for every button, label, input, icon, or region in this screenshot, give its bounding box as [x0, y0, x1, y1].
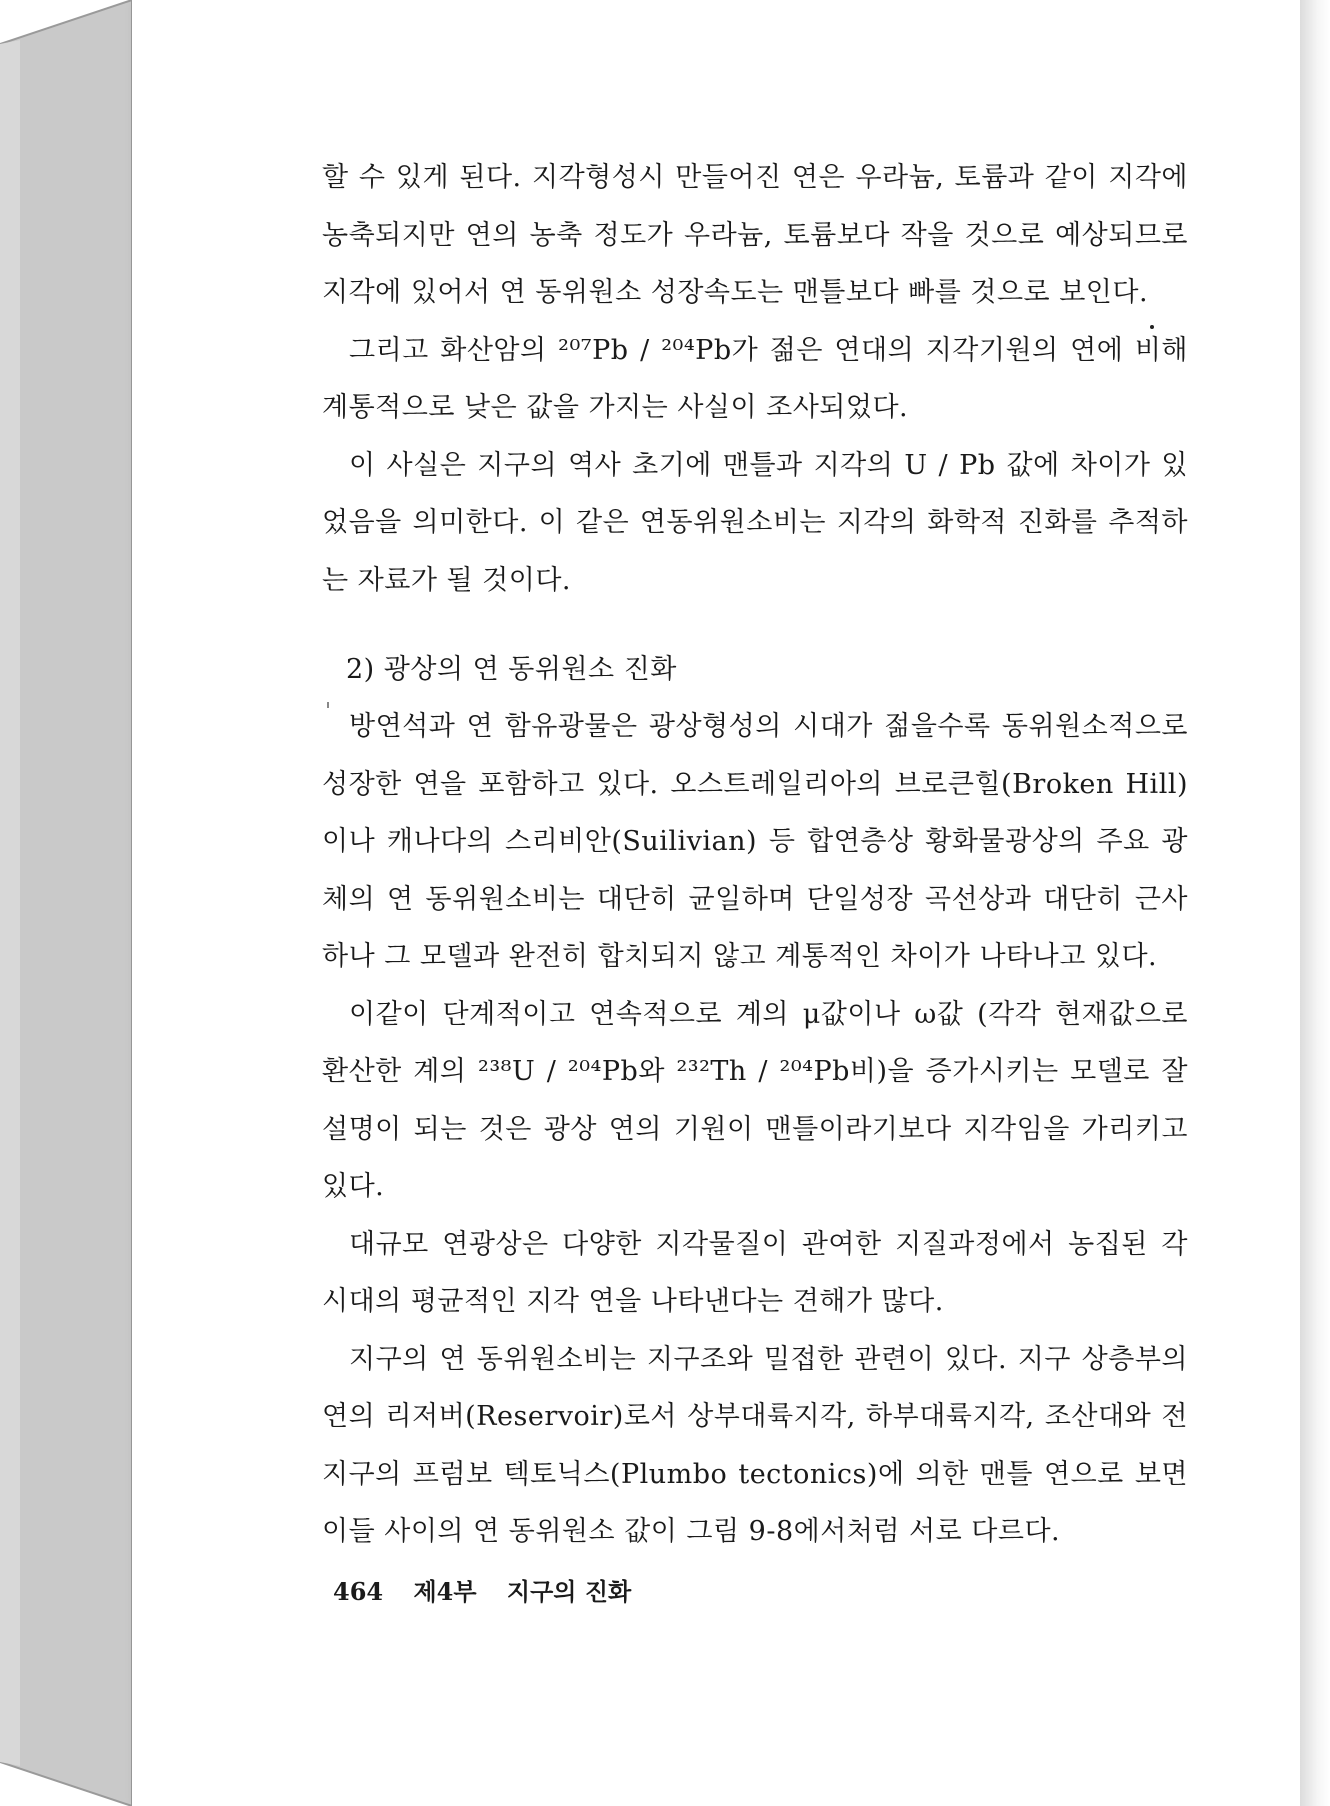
paragraph: 이같이 단계적이고 연속적으로 계의 μ값이나 ω값 (각각 현재값으로 환산한 계의 ²³⁸U / ²⁰⁴Pb와 ²³²Th / ²⁰⁴Pb비)을 증가시키는 모델로 잘 설명이 되는 것은 광상 연의 기원이 맨틀이라기보다 지각임을 가리키고 있다. — [322, 998, 1188, 1202]
section-heading: 2) 광상의 연 동위원소 진화 — [346, 654, 677, 685]
text-block-top — [322, 149, 1188, 609]
paragraph: 대규모 연광상은 다양한 지각물질이 관여한 지질과정에서 농집된 각 시대의 평균적인 지각 연을 나타낸다는 견해가 많다. — [322, 1228, 1188, 1317]
page-footer — [333, 1572, 653, 1607]
paragraph: 할 수 있게 된다. 지각형성시 만들어진 연은 우라늄, 토륨과 같이 지각에 농축되지만 연의 농축 정도가 우라늄, 토륨보다 작을 것으로 예상되므로 지각에 있어서 연 동위원소 성장속도는 맨틀보다 빠를 것으로 보인다. — [322, 162, 1188, 308]
text-block-bottom — [322, 698, 1188, 1561]
part-title: 지구의 진화 — [506, 1577, 632, 1606]
paragraph: 지구의 연 동위원소비는 지구조와 밀접한 관련이 있다. 지구 상층부의 연의 리저버(Reservoir)로서 상부대륙지각, 하부대륙지각, 조산대와 전지구의 프럼보 텍토닉스(Plumbo tectonics)에 의한 맨틀 연으로 보면 이들 사이의 연 동위원소 값이 그림 9-8에서처럼 서로 다르다. — [322, 1343, 1188, 1547]
paragraph: 이 사실은 지구의 역사 초기에 맨틀과 지각의 U / Pb 값에 차이가 있었음을 의미한다. 이 같은 연동위원소비는 지각의 화학적 진화를 추적하는 자료가 될 것이다. — [322, 449, 1188, 596]
stray-dot — [1150, 325, 1154, 329]
paragraph: 그리고 화산암의 ²⁰⁷Pb / ²⁰⁴Pb가 젊은 연대의 지각기원의 연에 비해 계통적으로 낮은 값을 가지는 사실이 조사되었다. — [322, 334, 1188, 423]
page-number: 464 — [333, 1577, 384, 1606]
part-label: 제4부 — [413, 1577, 477, 1606]
paragraph: 방연석과 연 함유광물은 광상형성의 시대가 젊을수록 동위원소적으로 성장한 연을 포함하고 있다. 오스트레일리아의 브로큰힐(Broken Hill)이나 캐나다의 스리비안(Suilivian) 등 합연층상 황화물광상의 주요 광체의 연 동위원소비는 대단히 균일하며 단일성장 곡선상과 대단히 근사하나 그 모델과 완전히 합치되지 않고 계통적인 차이가 나타나고 있다. — [322, 711, 1188, 972]
page-edge-shadow — [1300, 0, 1330, 1806]
